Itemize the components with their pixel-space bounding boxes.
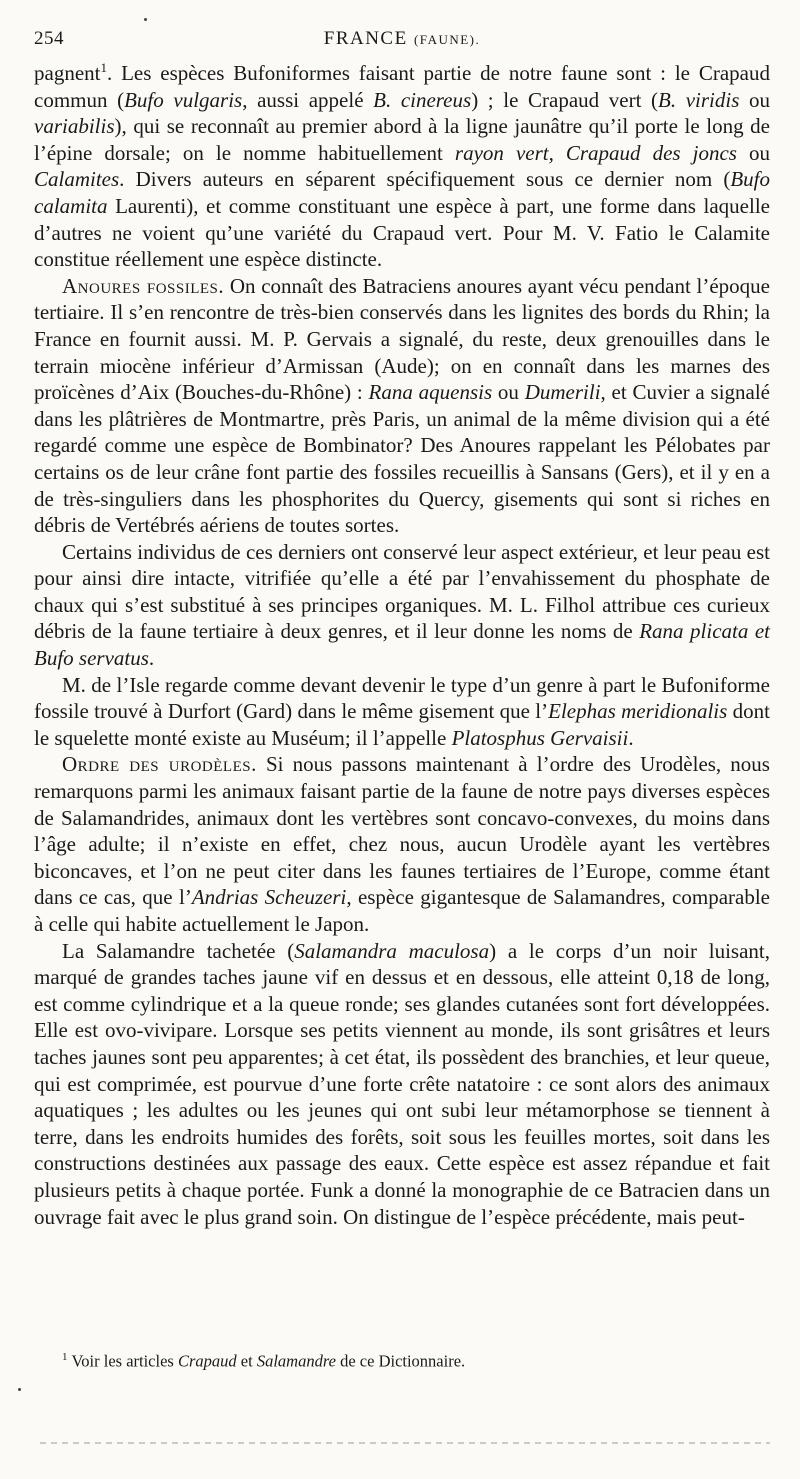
paragraph-anoures-fossiles: Anoures fossiles. On connaît des Batraciens anoures ayant vécu pendant l’époque tertiaire. Il s’en rencontre de très-bien conservés dans les lignites des bords du Rhin; la France en fournit aussi. M. P. Gervais a signalé, du reste, deux grenouilles dans le terrain miocène inférieur d’Armissan (Aude); on en connaît dans les marnes des proïcènes d’Aix (Bouches-du-Rhône) : Rana aquensis ou Dumerili, et Cuvier a signalé dans les plâtrières de Montmartre, près Paris, un animal de la même division qui a été regardé comme une espèce de Bombinator? Des Anoures rappelant les Pélobates par certains os de leur crâne font partie des fossiles recueillis à Sansans (Gers), et il y en a de très-singuliers dans les phosphorites du Quercy, gisements qui sont si riches en débris de Vertébrés aériens de toutes sortes. <box>34 273 771 538</box>
section-heading: Ordre des urodèles. <box>62 752 257 777</box>
page-header <box>34 28 770 54</box>
page-body <box>34 60 770 1230</box>
paragraph-bufoniformes: pagnent$^1$. Les espèces Bufoniformes faisant partie de notre faune sont : le Crapaud commun (Bufo vulgaris, aussi appelé B. cinereus) ; le Crapaud vert (B. viridis ou variabilis), qui se reconnaît au premier abord à la ligne jaunâtre qu’il porte le long de l’épine dorsale; on le nomme habituellement rayon vert, Crapaud des joncs ou Calamites. Divers auteurs en séparent spécifiquement sous ce dernier nom (Bufo calamita Laurenti), et comme constituant une espèce à part, une forme dans laquelle d’autres ne voient qu’une variété du Crapaud vert. Pour M. V. Fatio le Calamite constitue réellement une espèce distincte. <box>34 60 771 272</box>
footnote-ref: 1 <box>100 60 107 75</box>
paragraph-certains-individus: Certains individus de ces derniers ont conservé leur aspect extérieur, et leur peau est pour ainsi dire intacte, vitrifiée qu’elle a été par l’envahissement du phosphate de chaux qui s’est substitué à ses principes organiques. M. L. Filhol attribue ces curieux débris de la faune tertiaire à deux genres, et il leur donne les noms de Rana plicata et Bufo servatus. <box>34 539 770 671</box>
footnote: $^1$ Voir les articles Crapaud et Salamandre de ce Dictionnaire. <box>62 1351 466 1371</box>
page-number: 254 <box>34 28 64 49</box>
paragraph-salamandre-tachetee: La Salamandre tachetée (Salamandra maculosa) a le corps d’un noir luisant, marqué de grandes taches jaune vif en dessus et en dessous, elle atteint 0,18 de long, est comme cylindrique et a la queue ronde; ses glandes cutanées sont fort développées. Elle est ovo-vivipare. Lorsque ses petits viennent au monde, ils sont grisâtres et leurs taches jaunes sont peu apparentes; à cet état, ils possèdent des branchies, et leur queue, qui est comprimée, est pourvue d’une forte crête natatoire : ce sont alors des animaux aquatiques ; les adultes ou les jeunes qui ont subi leur métamorphose se tiennent à terre, dans les endroits humides des forêts, soit sous les feuilles mortes, soit dans les constructions destinées aux passage des eaux. Cette espèce est assez répandue et fait plusieurs petits à chaque portée. Funk a donné la monographie de ce Batracien dans un ouvrage fait avec le plus grand soin. On distingue de l’espèce précédente, mais peut- <box>34 938 770 1229</box>
paragraph-ordre-des-urodeles: Ordre des urodèles. Si nous passons maintenant à l’ordre des Urodèles, nous remarquons parmi les animaux faisant partie de la faune de notre pays diverses espèces de Salamandrides, animaux dont les vertèbres sont concavo-convexes, du moins dans l’âge adulte; il n’existe en effet, chez nous, aucun Urodèle ayant les vertèbres biconcaves, et l’on ne peut citer dans les faunes tertiaires de l’Europe, comme étant dans ce cas, que l’Andrias Scheuzeri, espèce gigantesque de Salamandres, comparable à celle qui habite actuellement le Japon. <box>34 752 770 936</box>
show-through-rule <box>40 1442 770 1444</box>
running-head-title: FRANCE <box>323 28 408 49</box>
print-speck <box>18 1388 21 1391</box>
print-speck <box>144 18 147 21</box>
running-head-subtitle: (FAUNE). <box>413 32 481 47</box>
running-head <box>34 28 770 50</box>
paragraph-de-lisle: M. de l’Isle regarde comme devant devenir le type d’un genre à part le Bufoniforme fossile trouvé à Durfort (Gard) dans le même gisement que l’Elephas meridionalis dont le squelette monté existe au Muséum; il l’appelle Platosphus Gervaisii. <box>34 672 770 750</box>
section-heading: Anoures fossiles. <box>62 273 225 298</box>
footnote-mark: 1 <box>62 1351 68 1363</box>
